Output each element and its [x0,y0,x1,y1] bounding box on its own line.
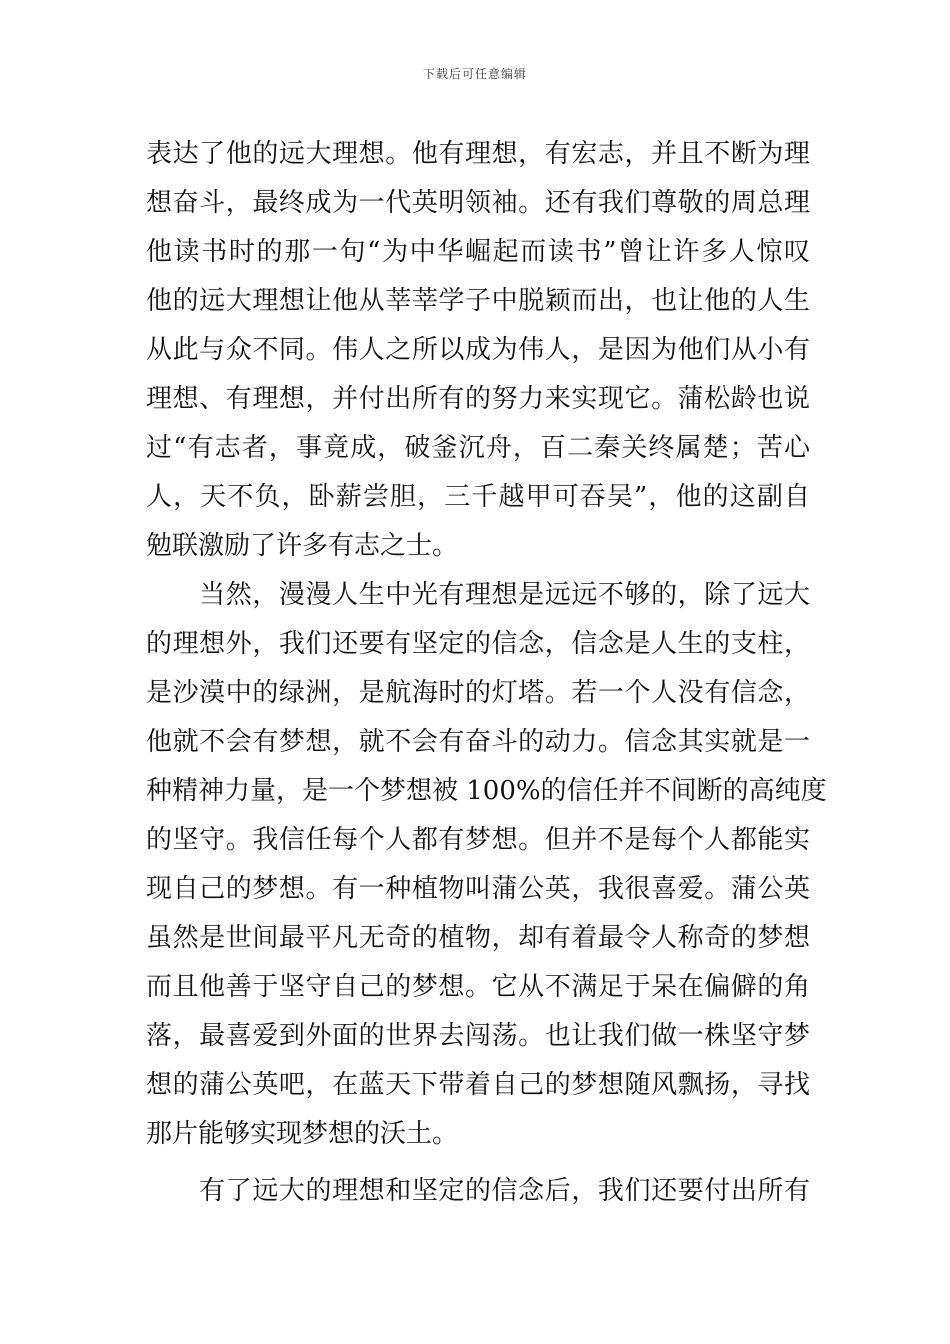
text-line: 现自己的梦想。有一种植物叫蒲公英，我很喜爱。蒲公英 [146,874,810,904]
paragraph-2 [146,571,827,1159]
text-line: 种精神力量，是一个梦想被 100%的信任并不间断的高纯度 [146,776,827,806]
paragraph-3 [146,1167,810,1216]
paragraph-1 [146,130,810,571]
text-line: 想的蒲公英吧，在蓝天下带着自己的梦想随风飘扬，寻找 [146,1070,810,1100]
text-line: 他就不会有梦想，就不会有奋斗的动力。信念其实就是一 [146,727,810,757]
text-line: 他读书时的那一句“为中华崛起而读书”曾让许多人惊叹 [146,237,810,267]
text-line: 而且他善于坚守自己的梦想。它从不满足于呆在偏僻的角 [146,972,810,1002]
page-header: 下载后可任意编辑 [422,67,527,81]
document-body [146,130,827,1216]
text-line: 落，最喜爱到外面的世界去闯荡。也让我们做一株坚守梦 [146,1021,810,1051]
text-line: 虽然是世间最平凡无奇的植物，却有着最令人称奇的梦想 [146,923,810,953]
text-line: 表达了他的远大理想。他有理想，有宏志，并且不断为理 [146,139,810,169]
text-line: 人，天不负，卧薪尝胆，三千越甲可吞吴”，他的这副自 [146,482,810,512]
text-line: 那片能够实现梦想的沃土。 [146,1119,459,1149]
text-line: 有了远大的理想和坚定的信念后，我们还要付出所有 [146,1176,810,1206]
text-line: 想奋斗，最终成为一代英明领袖。还有我们尊敬的周总理 [146,188,810,218]
text-line: 勉联激励了许多有志之士。 [146,531,459,561]
text-line: 是沙漠中的绿洲，是航海时的灯塔。若一个人没有信念， [146,678,810,708]
text-line: 过“有志者，事竟成，破釜沉舟，百二秦关终属楚；苦心 [146,433,810,463]
text-line: 从此与众不同。伟人之所以成为伟人，是因为他们从小有 [146,335,810,365]
text-line: 理想、有理想，并付出所有的努力来实现它。蒲松龄也说 [146,384,810,414]
text-line: 他的远大理想让他从莘莘学子中脱颖而出，也让他的人生 [146,286,810,316]
text-line: 的理想外，我们还要有坚定的信念，信念是人生的支柱， [146,629,810,659]
paragraph-spacing [146,1159,810,1167]
text-line: 当然，漫漫人生中光有理想是远远不够的，除了远大 [146,580,810,610]
text-line: 的坚守。我信任每个人都有梦想。但并不是每个人都能实 [146,825,810,855]
